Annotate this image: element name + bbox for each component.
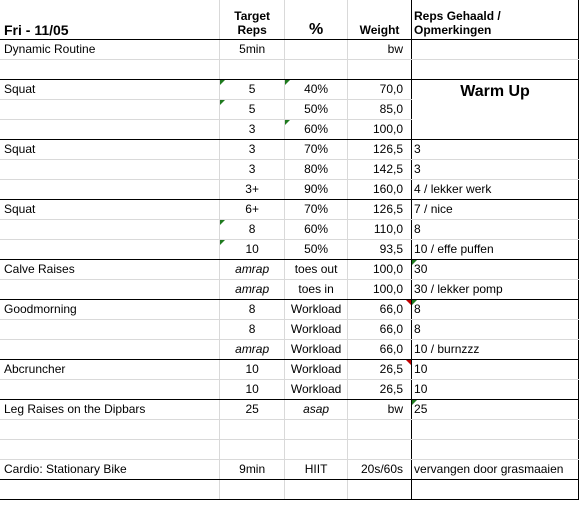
table-row [0,300,579,320]
cell-remark[interactable]: 3 [412,140,579,160]
sheet-title[interactable]: Fri - 11/05 [0,0,220,40]
cell-target-reps[interactable]: 3 [220,160,285,180]
cell-percent[interactable]: 50% [285,100,348,120]
cell-target-reps[interactable]: 8 [220,220,285,240]
comment-indicator-icon [412,260,417,265]
table-row [0,260,579,280]
cell-remark[interactable]: 8 [412,220,579,240]
table-row [0,320,579,340]
cell-target-reps[interactable]: 10 [220,380,285,400]
table-row [0,340,579,360]
comment-indicator-icon [285,80,290,85]
cell-weight[interactable]: 70,0 [348,80,412,100]
cell-exercise[interactable]: Squat [0,140,220,160]
cell-target-reps[interactable]: amrap [220,280,285,300]
cell-exercise[interactable] [0,220,220,240]
cell-remark[interactable]: 10 / effe puffen [412,240,579,260]
cell-exercise[interactable] [0,280,220,300]
cell-exercise[interactable]: Abcruncher [0,360,220,380]
cell-percent[interactable]: 80% [285,160,348,180]
cell-percent[interactable]: 50% [285,240,348,260]
cell-target-reps[interactable] [220,480,285,500]
cell-target-reps[interactable]: 3 [220,140,285,160]
table-row [0,60,579,80]
cell-exercise[interactable] [0,100,220,120]
cell-target-reps[interactable]: amrap [220,260,285,280]
header-row [0,0,579,40]
cell-exercise[interactable] [0,340,220,360]
table-row [0,360,579,380]
cell-percent[interactable]: asap [285,400,348,420]
cell-target-reps[interactable]: 9min [220,460,285,480]
cell-weight[interactable]: 100,0 [348,260,412,280]
table-row [0,440,579,460]
table-row [0,460,579,480]
cell-percent[interactable] [285,440,348,460]
cell-percent[interactable]: Workload [285,360,348,380]
table-row [0,280,579,300]
cell-weight[interactable] [348,440,412,460]
table-row [0,160,579,180]
comment-indicator-icon [220,220,225,225]
cell-percent[interactable]: Workload [285,380,348,400]
cell-weight[interactable]: 110,0 [348,220,412,240]
comment-indicator-icon [406,360,411,365]
table-row [0,420,579,440]
table-row [0,220,579,240]
table-row [0,40,579,60]
cell-exercise[interactable]: Calve Raises [0,260,220,280]
cell-weight[interactable]: bw [348,400,412,420]
cell-target-reps[interactable] [220,60,285,80]
cell-target-reps[interactable]: 8 [220,320,285,340]
cell-target-reps[interactable]: 10 [220,240,285,260]
cell-remark[interactable] [412,420,579,440]
cell-exercise[interactable]: Goodmorning [0,300,220,320]
cell-exercise[interactable] [0,240,220,260]
cell-weight[interactable]: 100,0 [348,120,412,140]
cell-percent[interactable]: toes in [285,280,348,300]
cell-target-reps[interactable]: 5 [220,80,285,100]
cell-exercise[interactable]: Leg Raises on the Dipbars [0,400,220,420]
comment-indicator-icon [285,120,290,125]
cell-exercise[interactable] [0,480,220,500]
table-row [0,380,579,400]
cell-exercise[interactable]: Squat [0,80,220,100]
cell-weight[interactable] [348,60,412,80]
table-row [0,140,579,160]
cell-weight[interactable]: 66,0 [348,300,412,320]
cell-percent[interactable]: HIIT [285,460,348,480]
cell-remark[interactable]: 7 / nice [412,200,579,220]
cell-percent[interactable] [285,60,348,80]
cell-percent[interactable]: Workload [285,300,348,320]
cell-percent[interactable]: 70% [285,200,348,220]
cell-weight[interactable]: 26,5 [348,360,412,380]
cell-remark[interactable]: 30 [412,260,579,280]
cell-weight[interactable] [348,420,412,440]
cell-target-reps[interactable]: 25 [220,400,285,420]
cell-target-reps[interactable]: 3+ [220,180,285,200]
cell-weight[interactable]: 160,0 [348,180,412,200]
table-row [0,180,579,200]
cell-remark[interactable]: 4 / lekker werk [412,180,579,200]
cell-remark[interactable]: vervangen door grasmaaien [412,460,579,480]
comment-indicator-icon [406,300,411,305]
cell-remark[interactable]: 30 / lekker pomp [412,280,579,300]
cell-percent[interactable]: 90% [285,180,348,200]
cell-remark[interactable]: 10 [412,380,579,400]
table-row [0,480,579,500]
header-target-reps[interactable]: Target Reps [220,0,285,40]
cell-percent[interactable]: 70% [285,140,348,160]
cell-weight[interactable]: bw [348,40,412,60]
cell-exercise[interactable] [0,180,220,200]
cell-target-reps[interactable]: 5 [220,100,285,120]
cell-percent[interactable] [285,420,348,440]
cell-exercise[interactable] [0,320,220,340]
cell-exercise[interactable] [0,440,220,460]
cell-weight[interactable]: 142,5 [348,160,412,180]
cell-remark[interactable]: 8 [412,300,579,320]
header-weight[interactable]: Weight [348,0,412,40]
cell-percent[interactable]: 40% [285,80,348,100]
cell-remark[interactable]: 10 / burnzzz [412,340,579,360]
cell-exercise[interactable] [0,380,220,400]
cell-target-reps[interactable]: 3 [220,120,285,140]
comment-indicator-icon [412,400,417,405]
cell-percent[interactable]: toes out [285,260,348,280]
cell-remark[interactable]: 10 [412,360,579,380]
cell-weight[interactable]: 126,5 [348,200,412,220]
cell-exercise[interactable] [0,420,220,440]
cell-exercise[interactable] [0,160,220,180]
cell-target-reps[interactable]: 5min [220,40,285,60]
cell-exercise[interactable] [0,120,220,140]
cell-exercise[interactable]: Cardio: Stationary Bike [0,460,220,480]
comment-indicator-icon [412,300,417,305]
cell-weight[interactable]: 66,0 [348,340,412,360]
cell-remark[interactable] [412,440,579,460]
cell-exercise[interactable]: Dynamic Routine [0,40,220,60]
cell-remark[interactable]: 8 [412,320,579,340]
cell-remark[interactable]: 3 [412,160,579,180]
table-row [0,200,579,220]
cell-remark[interactable] [412,60,579,80]
cell-target-reps[interactable] [220,440,285,460]
header-remarks[interactable]: Reps Gehaald / Opmerkingen [412,0,579,40]
cell-weight[interactable] [348,480,412,500]
cell-exercise[interactable]: Squat [0,200,220,220]
table-row [0,80,579,100]
cell-remark[interactable] [412,40,579,60]
cell-weight[interactable]: 100,0 [348,280,412,300]
cell-percent[interactable] [285,40,348,60]
table-row [0,400,579,420]
cell-target-reps[interactable]: 8 [220,300,285,320]
cell-remark[interactable] [412,480,579,500]
table-row [0,240,579,260]
comment-indicator-icon [220,100,225,105]
cell-weight[interactable]: 26,5 [348,380,412,400]
cell-target-reps[interactable]: 6+ [220,200,285,220]
cell-remark[interactable]: 25 [412,400,579,420]
cell-weight[interactable]: 93,5 [348,240,412,260]
cell-weight[interactable]: 20s/60s [348,460,412,480]
cell-percent[interactable]: 60% [285,120,348,140]
cell-weight[interactable]: 85,0 [348,100,412,120]
cell-percent[interactable]: 60% [285,220,348,240]
cell-weight[interactable]: 66,0 [348,320,412,340]
cell-percent[interactable]: Workload [285,320,348,340]
warmup-label[interactable]: Warm Up [412,80,579,140]
cell-target-reps[interactable]: amrap [220,340,285,360]
cell-percent[interactable]: Workload [285,340,348,360]
cell-percent[interactable] [285,480,348,500]
comment-indicator-icon [220,80,225,85]
cell-weight[interactable]: 126,5 [348,140,412,160]
cell-target-reps[interactable]: 10 [220,360,285,380]
cell-exercise[interactable] [0,60,220,80]
cell-target-reps[interactable] [220,420,285,440]
header-percent[interactable]: % [285,0,348,40]
comment-indicator-icon [220,240,225,245]
